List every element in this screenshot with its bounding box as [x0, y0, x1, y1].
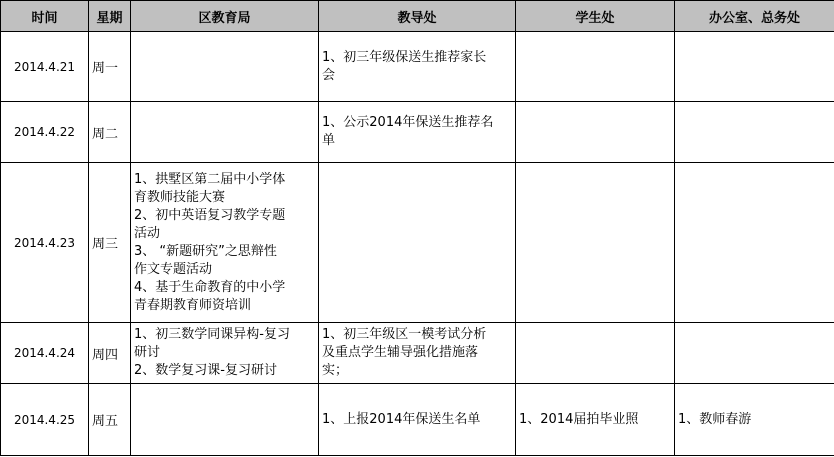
weekday-cell: 周五 — [89, 384, 131, 456]
header-row — [1, 1, 834, 32]
table-row — [1, 102, 834, 163]
date-cell: 2014.4.21 — [1, 32, 89, 102]
weekday-cell: 周二 — [89, 102, 131, 163]
weekday-cell: 周三 — [89, 163, 131, 323]
cell-text-line: 研讨 — [134, 345, 161, 360]
cell-text-line: 1、初三年级区一模考试分析 — [322, 327, 487, 342]
student-office-cell — [516, 323, 675, 384]
cell-text-line: 会 — [322, 67, 336, 83]
cell-text-line: 作文专题活动 — [134, 261, 213, 277]
cell-text-line: 1、拱墅区第二届中小学体 — [134, 171, 286, 187]
header-time: 时间 — [1, 1, 89, 32]
admin-office-cell — [675, 384, 834, 456]
admin-office-cell — [675, 32, 834, 102]
teaching-office-cell — [319, 384, 516, 456]
teaching-office-cell — [319, 323, 516, 384]
district-bureau-cell — [131, 384, 319, 456]
table-row — [1, 32, 834, 102]
date-cell: 2014.4.24 — [1, 323, 89, 384]
cell-text-line: 1、上报2014年保送生名单 — [322, 411, 481, 427]
teaching-office-cell — [319, 163, 516, 323]
table-row — [1, 163, 834, 323]
header-teaching-office: 教导处 — [319, 1, 516, 32]
header-student-office: 学生处 — [516, 1, 675, 32]
district-bureau-cell — [131, 163, 319, 323]
cell-text-line: 2、数学复习课-复习研讨 — [134, 363, 277, 378]
student-office-cell — [516, 32, 675, 102]
cell-text-line: 1、初三数学同课异构-复习 — [134, 327, 290, 342]
cell-text-line: 4、基于生命教育的中小学 — [134, 279, 286, 295]
schedule-body — [1, 32, 834, 456]
date-cell: 2014.4.25 — [1, 384, 89, 456]
header-admin-office: 办公室、总务处 — [675, 1, 834, 32]
cell-text-line: 1、教师春游 — [678, 411, 752, 427]
cell-text-line: 1、初三年级保送生推荐家长 — [322, 49, 487, 65]
header-weekday: 星期 — [89, 1, 131, 32]
header-district-bureau: 区教育局 — [131, 1, 319, 32]
district-bureau-cell — [131, 32, 319, 102]
table-row — [1, 384, 834, 456]
admin-office-cell — [675, 102, 834, 163]
cell-text-line: 及重点学生辅导强化措施落 — [322, 345, 479, 360]
date-cell: 2014.4.22 — [1, 102, 89, 163]
teaching-office-cell — [319, 102, 516, 163]
cell-text-line: 活动 — [134, 225, 161, 241]
cell-text-line: 青春期教育师资培训 — [134, 297, 252, 313]
district-bureau-cell — [131, 102, 319, 163]
district-bureau-cell — [131, 323, 319, 384]
cell-text-line: 1、2014届拍毕业照 — [519, 411, 639, 427]
cell-text-line: 2、初中英语复习教学专题 — [134, 207, 286, 223]
date-cell: 2014.4.23 — [1, 163, 89, 323]
cell-text-line: 育教师技能大赛 — [134, 189, 226, 205]
admin-office-cell — [675, 163, 834, 323]
table-row — [1, 323, 834, 384]
admin-office-cell — [675, 323, 834, 384]
student-office-cell — [516, 384, 675, 456]
student-office-cell — [516, 102, 675, 163]
cell-text-line: 3、 “新题研究”之思辩性 — [134, 243, 277, 259]
weekday-cell: 周一 — [89, 32, 131, 102]
cell-text-line: 单 — [322, 133, 336, 148]
cell-text-line: 1、公示2014年保送生推荐名 — [322, 115, 494, 130]
teaching-office-cell — [319, 32, 516, 102]
student-office-cell — [516, 163, 675, 323]
cell-text-line: 实； — [322, 363, 349, 378]
weekday-cell: 周四 — [89, 323, 131, 384]
